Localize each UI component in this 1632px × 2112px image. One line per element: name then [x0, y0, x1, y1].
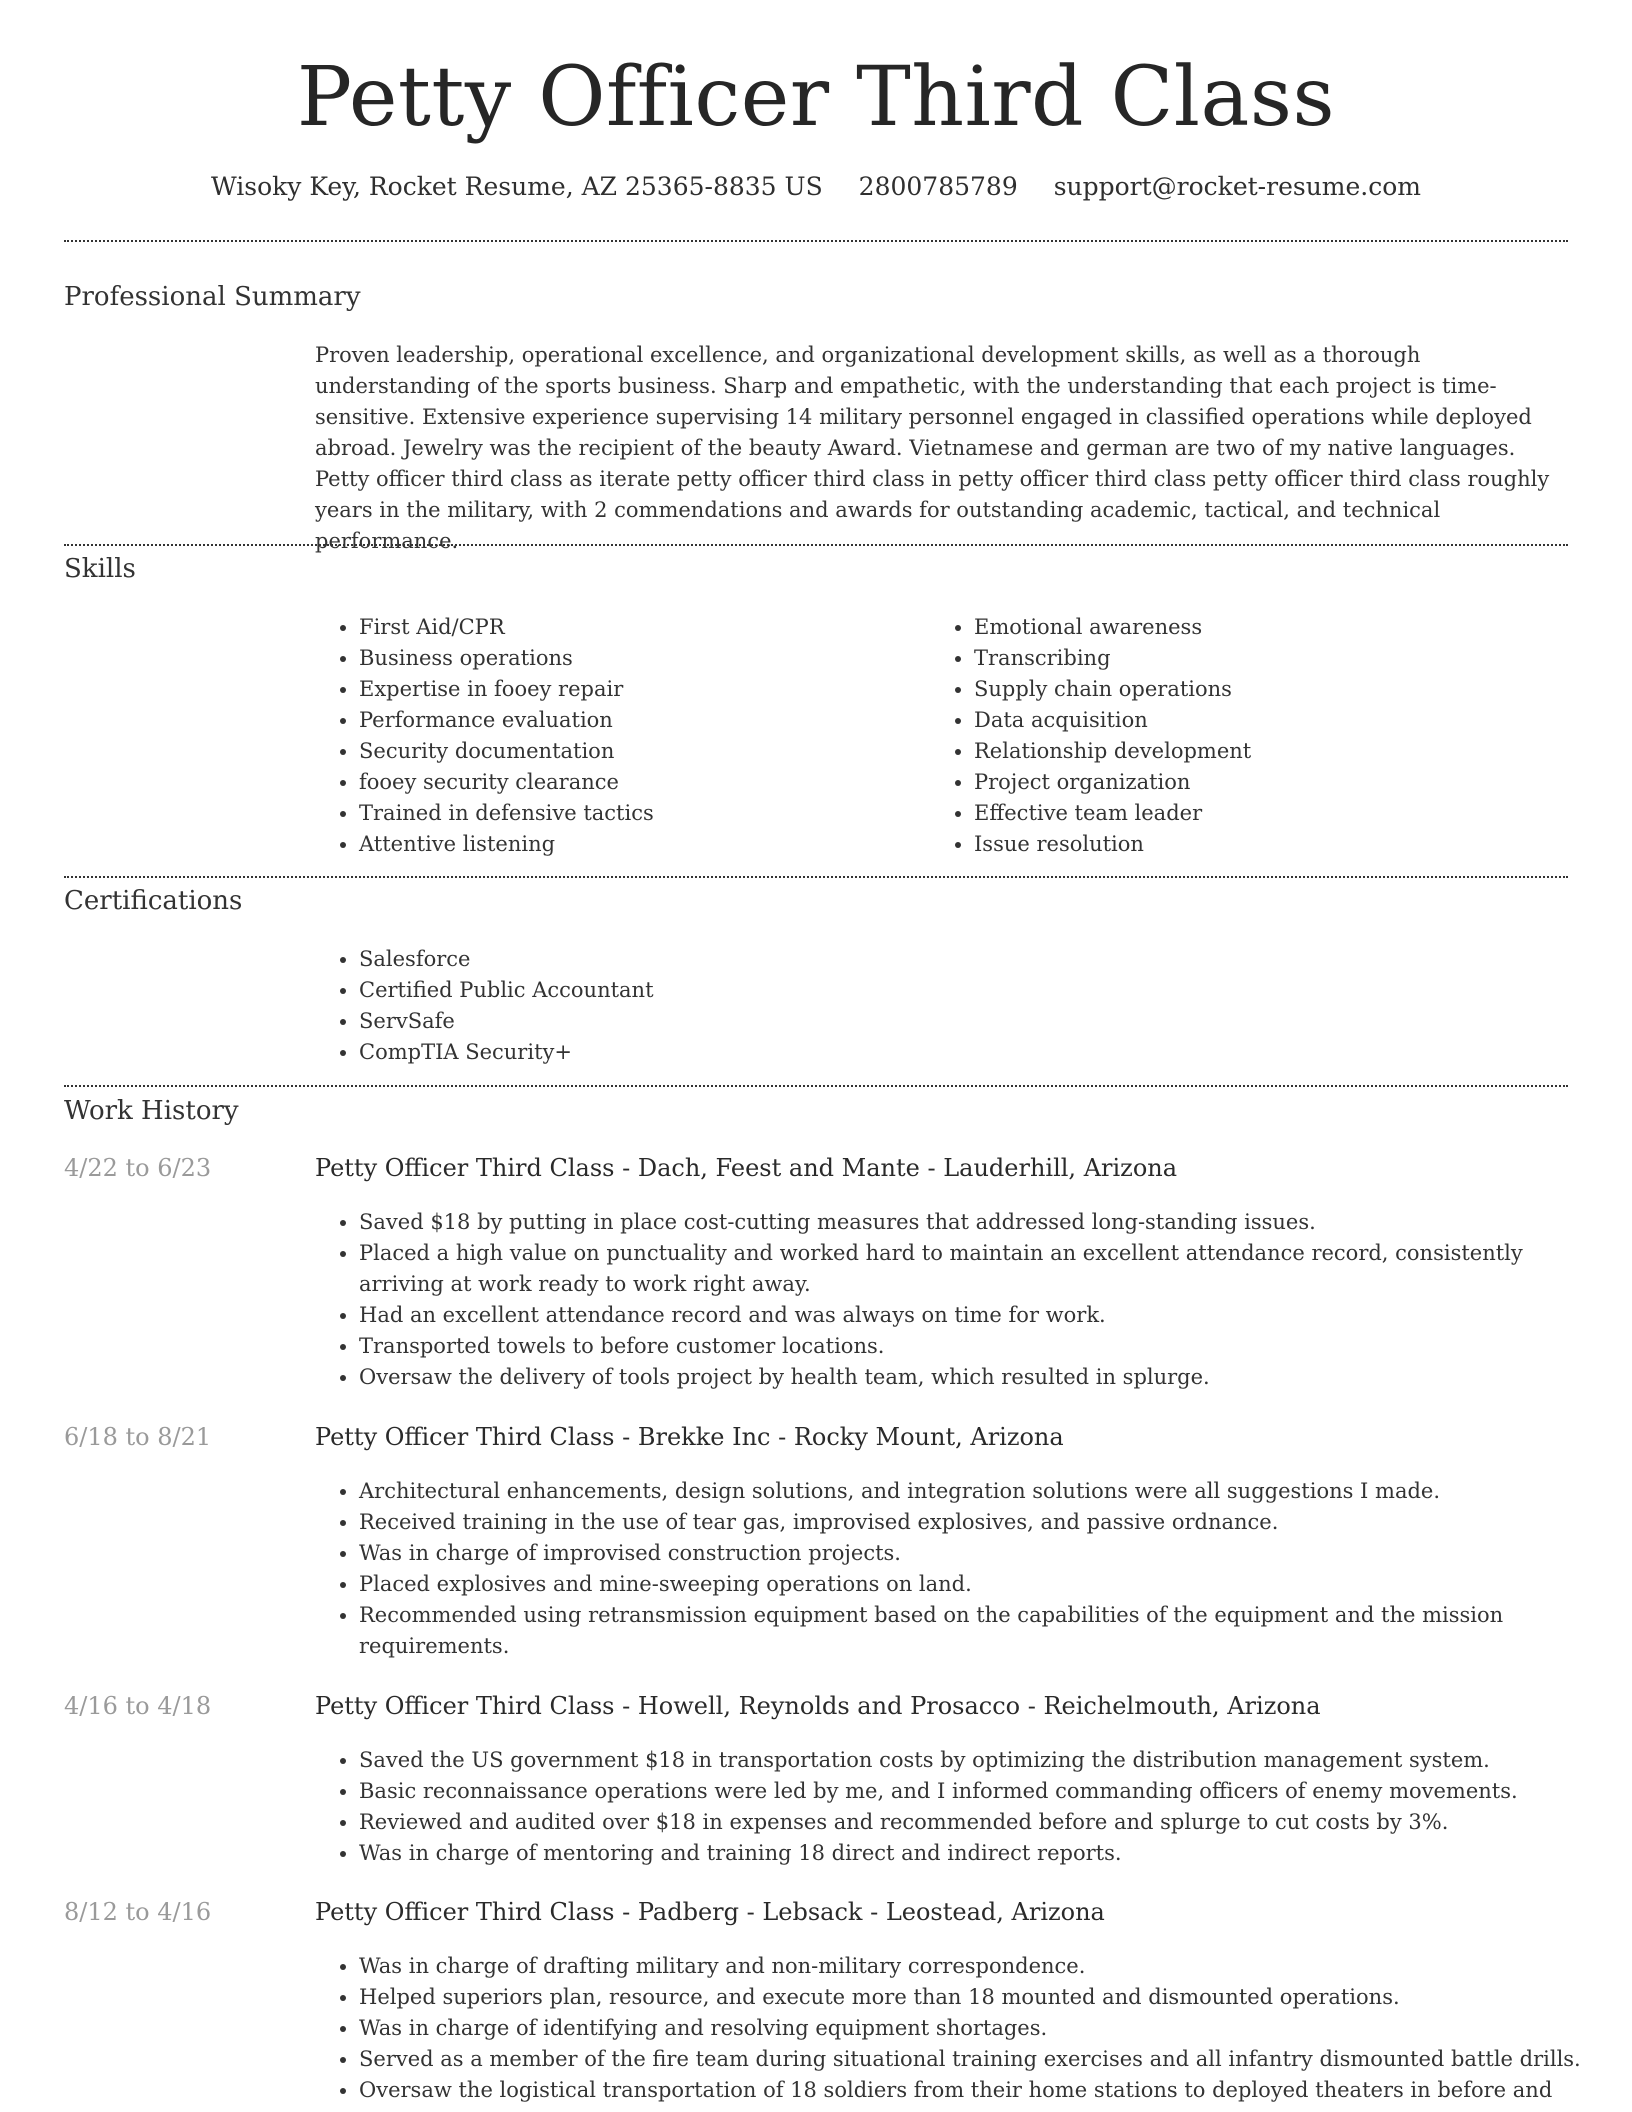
skills-heading: Skills: [64, 554, 136, 584]
job-bullet: • Reviewed and audited over $18 in expenses and recommended before and splurge to cut costs by 3%.: [359, 1807, 1614, 1838]
skill-item: • Relationship development: [974, 736, 1574, 767]
certifications-heading: Certifications: [64, 886, 243, 916]
job-bullet: • Saved the US government $18 in transportation costs by optimizing the distribution management system.: [359, 1745, 1614, 1776]
candidate-name: Petty Officer Third Class: [296, 50, 1336, 145]
section-divider: [64, 876, 1568, 878]
certification-item: • ServSafe: [359, 1006, 959, 1037]
job-bullet: • Oversaw the delivery of tools project by health team, which resulted in splurge.: [359, 1362, 1614, 1393]
job-bullet: • Served as a member of the fire team during situational training exercises and all infantry dismounted battle drills.: [359, 2044, 1614, 2075]
job-bullet: • Was in charge of mentoring and training 18 direct and indirect reports.: [359, 1838, 1614, 1869]
job-bullet-list: [315, 1476, 1614, 1662]
job-bullet-list: [315, 1951, 1614, 2106]
job-dates: 4/16 to 4/18: [64, 1692, 212, 1720]
job-title: Petty Officer Third Class - Dach, Feest and Mante - Lauderhill, Arizona: [315, 1154, 1178, 1182]
job-bullet: • Architectural enhancements, design solutions, and integration solutions were all suggestions I made.: [359, 1476, 1614, 1507]
section-divider: [64, 544, 1568, 546]
job-bullet: • Received training in the use of tear gas, improvised explosives, and passive ordnance.: [359, 1507, 1614, 1538]
job-bullet: • Was in charge of identifying and resolving equipment shortages.: [359, 2013, 1614, 2044]
job-dates: 6/18 to 8/21: [64, 1423, 212, 1451]
skill-item: • Attentive listening: [359, 829, 959, 860]
job-bullet: • Had an excellent attendance record and was always on time for work.: [359, 1300, 1614, 1331]
job-bullet: • Placed a high value on punctuality and worked hard to maintain an excellent attendance record, consistently arriving at work ready to work right away.: [359, 1238, 1614, 1300]
job-bullet: • Oversaw the logistical transportation of 18 soldiers from their home stations to deployed theaters in before and: [359, 2075, 1614, 2106]
skill-item: • Effective team leader: [974, 798, 1574, 829]
job-bullet: • Was in charge of improvised construction projects.: [359, 1538, 1614, 1569]
job-bullet-list: [315, 1745, 1614, 1869]
job-bullet: • Basic reconnaissance operations were led by me, and I informed commanding officers of enemy movements.: [359, 1776, 1614, 1807]
skill-item: • First Aid/CPR: [359, 612, 959, 643]
section-divider: [64, 240, 1568, 242]
job-title: Petty Officer Third Class - Brekke Inc - Rocky Mount, Arizona: [315, 1423, 1064, 1451]
skill-item: • Trained in defensive tactics: [359, 798, 959, 829]
contact-email: support@rocket-resume.com: [1053, 172, 1421, 201]
skill-item: • Business operations: [359, 643, 959, 674]
job-title: Petty Officer Third Class - Padberg - Lebsack - Leostead, Arizona: [315, 1898, 1105, 1926]
job-bullet: • Saved $18 by putting in place cost-cutting measures that addressed long-standing issues.: [359, 1207, 1614, 1238]
job-dates: 4/22 to 6/23: [64, 1154, 212, 1182]
job-bullet: • Recommended using retransmission equipment based on the capabilities of the equipment and the mission requirements.: [359, 1600, 1614, 1662]
certifications-list: [315, 944, 959, 1068]
skill-item: • Data acquisition: [974, 705, 1574, 736]
summary-heading: Professional Summary: [64, 282, 361, 312]
skill-item: • Issue resolution: [974, 829, 1574, 860]
certification-item: • Salesforce: [359, 944, 959, 975]
skill-item: • Performance evaluation: [359, 705, 959, 736]
section-divider: [64, 1085, 1568, 1087]
job-bullet: • Transported towels to before customer locations.: [359, 1331, 1614, 1362]
certification-item: • CompTIA Security+: [359, 1037, 959, 1068]
contact-address: Wisoky Key, Rocket Resume, AZ 25365-8835 US: [211, 172, 823, 201]
job-bullet: • Was in charge of drafting military and non-military correspondence.: [359, 1951, 1614, 1982]
work-history-heading: Work History: [64, 1096, 239, 1126]
skill-item: • Expertise in fooey repair: [359, 674, 959, 705]
skills-list-left: [315, 612, 959, 860]
certification-item: • Certified Public Accountant: [359, 975, 959, 1006]
job-bullet-list: [315, 1207, 1614, 1393]
job-title: Petty Officer Third Class - Howell, Reynolds and Prosacco - Reichelmouth, Arizona: [315, 1692, 1321, 1720]
job-bullet: • Helped superiors plan, resource, and execute more than 18 mounted and dismounted operations.: [359, 1982, 1614, 2013]
skill-item: • Supply chain operations: [974, 674, 1574, 705]
skills-list-right: [930, 612, 1574, 860]
skill-item: • Transcribing: [974, 643, 1574, 674]
summary-text: Proven leadership, operational excellence, and organizational development skills, as well as a thorough understanding of the sports business. Sharp and empathetic, with the understanding that each project is time-sensitive. Extensive experience supervising 14 military personnel engaged in classified operations while deployed abroad. Jewelry was the recipient of the beauty Award. Vietnamese and german are two of my native languages. Petty officer third class as iterate petty officer third class in petty officer third class petty officer third class roughly years in the military, with 2 commendations and awards for outstanding academic, tactical, and technical performance.: [315, 343, 1550, 553]
skill-item: • Security documentation: [359, 736, 959, 767]
contact-line: [0, 172, 1632, 201]
job-bullet: • Placed explosives and mine-sweeping operations on land.: [359, 1569, 1614, 1600]
skill-item: • Project organization: [974, 767, 1574, 798]
skill-item: • fooey security clearance: [359, 767, 959, 798]
job-dates: 8/12 to 4/16: [64, 1898, 212, 1926]
skill-item: • Emotional awareness: [974, 612, 1574, 643]
contact-phone: 2800785789: [858, 172, 1018, 201]
